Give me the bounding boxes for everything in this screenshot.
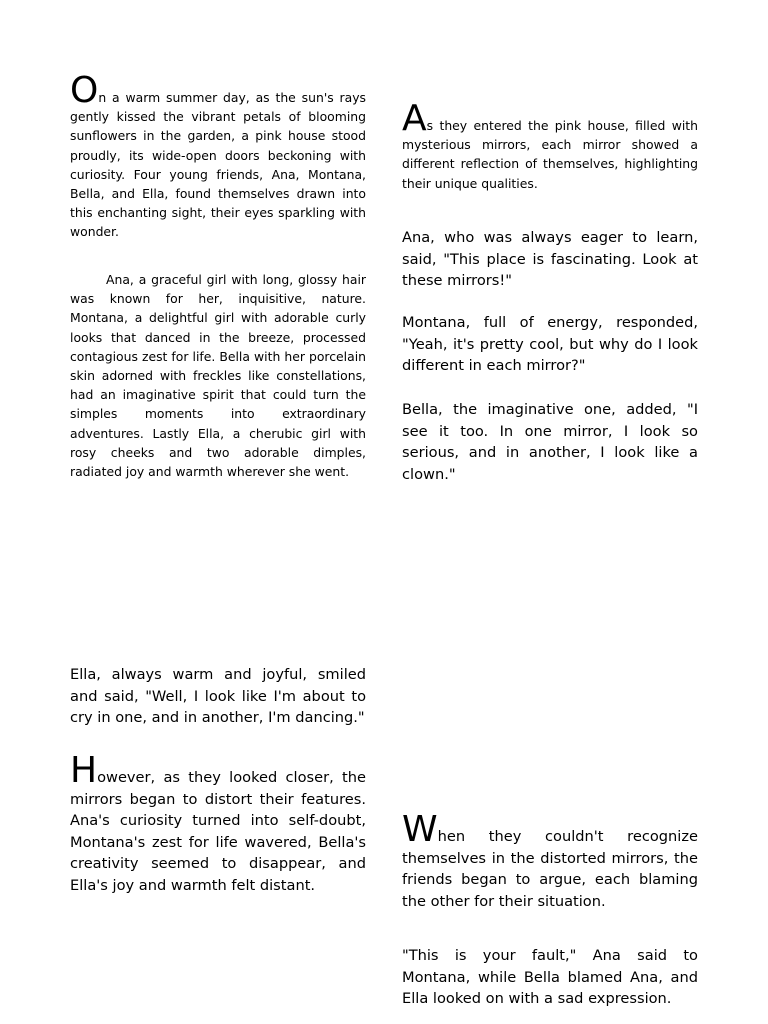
paragraph-bella-dialogue [402, 399, 698, 485]
drop-cap: H [70, 750, 98, 791]
drop-cap: W [402, 809, 438, 850]
paragraph-text: Ana, who was always eager to learn, said, "This place is fascinating. Look at these mirrors!" [402, 229, 698, 289]
paragraph-text: "This is your fault," Ana said to Montana, while Bella blamed Ana, and Ella looked on with a sad expression. [402, 947, 698, 1007]
paragraph-ella-dialogue [70, 664, 366, 729]
paragraph-text: owever, as they looked closer, the mirrors began to distort their features. Ana's curiosity turned into self-doubt, Montana's zest for life wavered, Bella's creativity seemed to disappear, and Ella's joy and warmth felt distant. [70, 769, 366, 894]
paragraph-text: s they entered the pink house, filled with mysterious mirrors, each mirror showed a different reflection of themselves, highlighting their unique qualities. [402, 118, 698, 191]
paragraph-pink-house [402, 98, 698, 193]
paragraph-text: Ana, a graceful girl with long, glossy hair was known for her, inquisitive, nature. Montana, a delightful girl with adorable curly looks that danced in the breeze, processed contagious zest for life. Bella with her porcelain skin adorned with freckles like constellations, had an imaginative spirit that could turn the simples moments into extraordinary adventures. Lastly Ella, a cherubic girl with rosy cheeks and two adorable dimples, radiated joy and warmth wherever she went. [70, 272, 366, 480]
paragraph-montana-dialogue [402, 312, 698, 377]
paragraph-text: Ella, always warm and joyful, smiled and said, "Well, I look like I'm about to cry in one, and in another, I'm dancing." [70, 666, 366, 726]
paragraph-intro [70, 70, 366, 242]
drop-cap: O [70, 70, 99, 111]
paragraph-characters [70, 270, 366, 481]
paragraph-text: Bella, the imaginative one, added, "I see it too. In one mirror, I look so serious, and in another, I look like a clown." [402, 401, 698, 483]
drop-cap: A [402, 98, 427, 139]
paragraph-text: Montana, full of energy, responded, "Yeah, it's pretty cool, but why do I look different in each mirror?" [402, 314, 698, 374]
paragraph-ana-dialogue [402, 227, 698, 292]
paragraph-text: hen they couldn't recognize themselves in the distorted mirrors, the friends began to argue, each blaming the other for their situation. [402, 828, 698, 910]
paragraph-blame [402, 945, 698, 1010]
paragraph-distortion [70, 750, 366, 896]
paragraph-argument [402, 809, 698, 912]
paragraph-text: n a warm summer day, as the sun's rays gently kissed the vibrant petals of blooming sunflowers in the garden, a pink house stood proudly, its wide-open doors beckoning with curiosity. Four young friends, Ana, Montana, Bella, and Ella, found themselves drawn into this enchanting sight, their eyes sparkling with wonder. [70, 90, 366, 240]
